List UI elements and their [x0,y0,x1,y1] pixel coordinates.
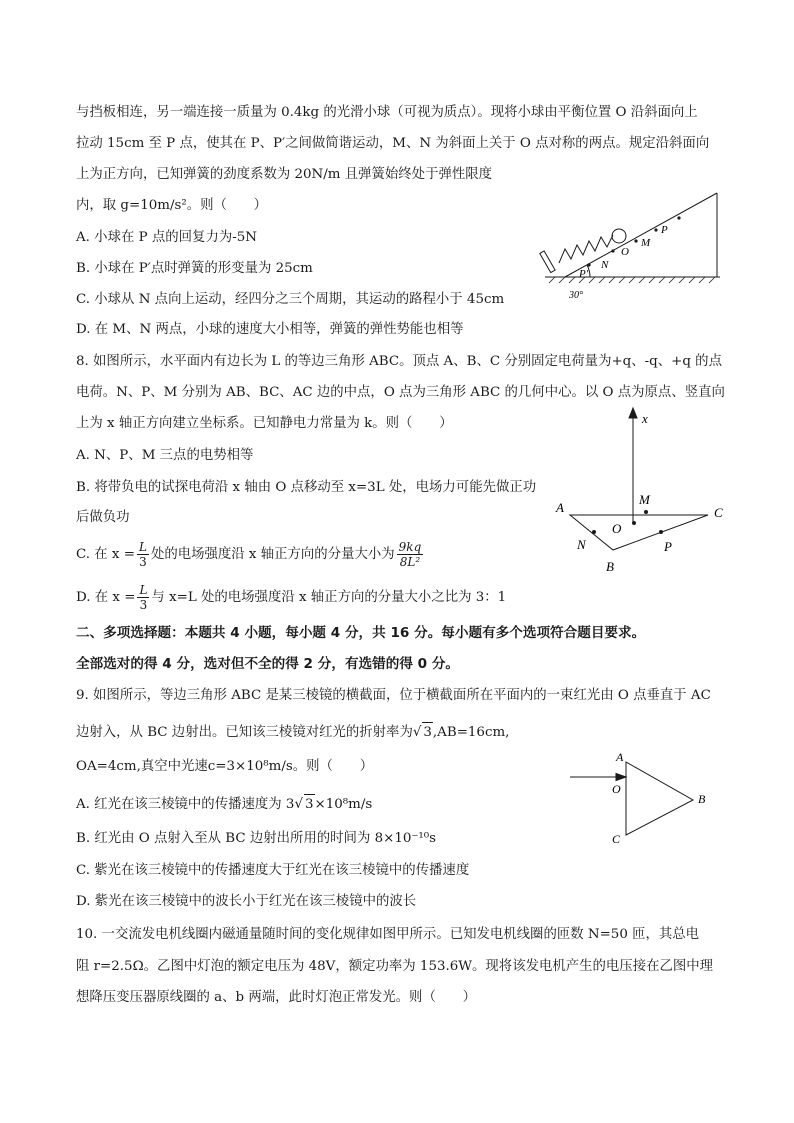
q9-line-2-suffix: ,AB=16cm, [432,725,510,740]
q9-line-2-prefix: 边射入，从 BC 边射出。已知该三棱镜对红光的折射率为 [76,725,413,740]
q9-option-b: B. 红光由 O 点射入至从 BC 边射出所用的时间为 8×10⁻¹⁰s [76,831,437,846]
section-2-heading-1: 二、多项选择题：本题共 4 小题，每小题 4 分，共 16 分。每小题有多个选项符合题目要求。 [76,625,646,641]
triangle-charges-figure [548,405,738,577]
q10-line-2: 阻 r=2.5Ω。乙图中灯泡的额定电压为 48V，额定功率为 153.6W。现将该发电机产生的电压接在乙图中理 [76,959,714,974]
q8-option-b-2: 后做负功 [76,510,130,525]
point-label-n: N [577,537,586,552]
sqrt-symbol: √ 3 [413,725,433,740]
sqrt-symbol: √ 3 [294,797,314,812]
q8-option-b-1: B. 将带负电的试探电荷沿 x 轴由 O 点移动至 x=3L 处，电场力可能先做正功 [76,480,537,495]
fraction-denominator: 3 [139,555,147,569]
q7-option-d: D. 在 M、N 两点，小球的速度大小相等，弹簧的弹性势能也相等 [76,322,464,337]
fraction-numerator: L [139,583,148,597]
incline-spring-figure [535,185,725,300]
prism-figure [560,745,720,855]
q10-line-1: 10. 一交流发电机线圈内磁通量随时间的变化规律如图甲所示。已知发电机线圈的匝数 N=50 匝，其总电 [76,927,700,942]
q9-option-c: C. 紫光在该三棱镜中的传播速度大于红光在该三棱镜中的传播速度 [76,863,470,878]
q8-option-d-prefix: D. 在 x = [76,590,136,605]
point-label-m: M [639,492,650,507]
label-p: P [661,224,668,236]
fraction-numerator: L [138,540,147,554]
fraction-numerator: 9kq [398,540,422,554]
q8-option-a: A. N、P、M 三点的电势相等 [76,448,254,463]
prism-label-a: A [616,750,624,764]
vertex-label-a: A [556,500,564,515]
q8-option-c [76,537,425,573]
q8-option-c-text: 处的电场强度沿 x 轴正方向的分量大小为 [150,547,395,562]
q7-line-3: 上为正方向，已知弹簧的劲度系数为 20N/m 且弹簧始终处于弹性限度 [76,167,493,182]
label-n: N [601,259,609,271]
q10-line-3: 想降压变压器原线圈的 a、b 两端，此时灯泡正常发光。则（ ） [76,990,477,1005]
fraction-denominator: 3 [139,598,148,612]
prism-label-b: B [698,792,706,806]
axis-label-x: x [642,411,648,426]
q9-line-3: OA=4cm,真空中光速c=3×10⁸m/s。则（ ） [76,759,374,774]
q8-option-d [76,580,506,616]
label-p-prime: P′ [579,268,589,280]
q7-line-1: 与挡板相连，另一端连接一质量为 0.4kg 的光滑小球（可视为质点）。现将小球由平衡位置 O 沿斜面向上 [76,105,698,120]
q8-line-3: 上为 x 轴正方向建立坐标系。已知静电力常量为 k。则（ ） [76,416,453,431]
label-m: M [641,237,651,249]
q7-option-c: C. 小球从 N 点向上运动，经四分之三个周期，其运动的路程小于 45cm [76,292,505,307]
q8-line-2: 电荷。N、P、M 分别为 AB、BC、AC 边的中点，O 点为三角形 ABC 的几何中心。以 O 点为原点、竖直向 [76,385,725,400]
incline-angle-label: 30° [569,290,583,300]
q7-option-b: B. 小球在 P′点时弹簧的形变量为 25cm [76,261,313,276]
point-label-o: O [612,521,622,536]
q7-option-a: A. 小球在 P 点的回复力为-5N [76,230,257,245]
fraction-l-over-3 [137,540,149,569]
vertex-label-b: B [606,559,614,574]
sqrt-value: 3 [304,794,315,815]
point-label-p: P [664,539,672,554]
fraction-9kq-over-8l2 [397,540,424,569]
q9-option-a-prefix: A. 红光在该三棱镜中的传播速度为 3 [76,797,295,812]
q8-option-c-prefix: C. 在 x = [76,547,135,562]
q9-line-2 [76,722,509,743]
sqrt-value: 3 [422,722,433,743]
vertex-label-c: C [714,505,723,520]
q8-line-1: 8. 如图所示，水平面内有边长为 L 的等边三角形 ABC。顶点 A、B、C 分别固定电荷量为+q、-q、+q 的点 [76,354,722,369]
q9-option-a [76,794,372,815]
fraction-denominator: 8L² [399,555,421,569]
fraction-l-over-3 [137,583,149,612]
q7-line-4: 内，取 g=10m/s²。则（ ） [76,198,268,213]
section-2-heading-2: 全部选对的得 4 分，选对但不全的得 2 分，有选错的得 0 分。 [76,656,460,672]
q9-option-d: D. 紫光在该三棱镜中的波长小于红光在该三棱镜中的波长 [76,894,417,909]
q9-line-1: 9. 如图所示，等边三角形 ABC 是某三棱镜的横截面，位于横截面所在平面内的一束红光由 O 点垂直于 AC [76,688,711,703]
prism-label-o: O [612,782,621,796]
q8-option-d-text: 与 x=L 处的电场强度沿 x 轴正方向的分量大小之比为 3：1 [151,590,507,605]
q7-line-2: 拉动 15cm 至 P 点，使其在 P、P′之间做简谐运动，M、N 为斜面上关于 O 点对称的两点。规定沿斜面向 [76,136,710,151]
label-o: O [621,246,629,258]
q9-option-a-suffix: ×10⁸m/s [314,797,373,812]
prism-label-c: C [612,832,621,846]
